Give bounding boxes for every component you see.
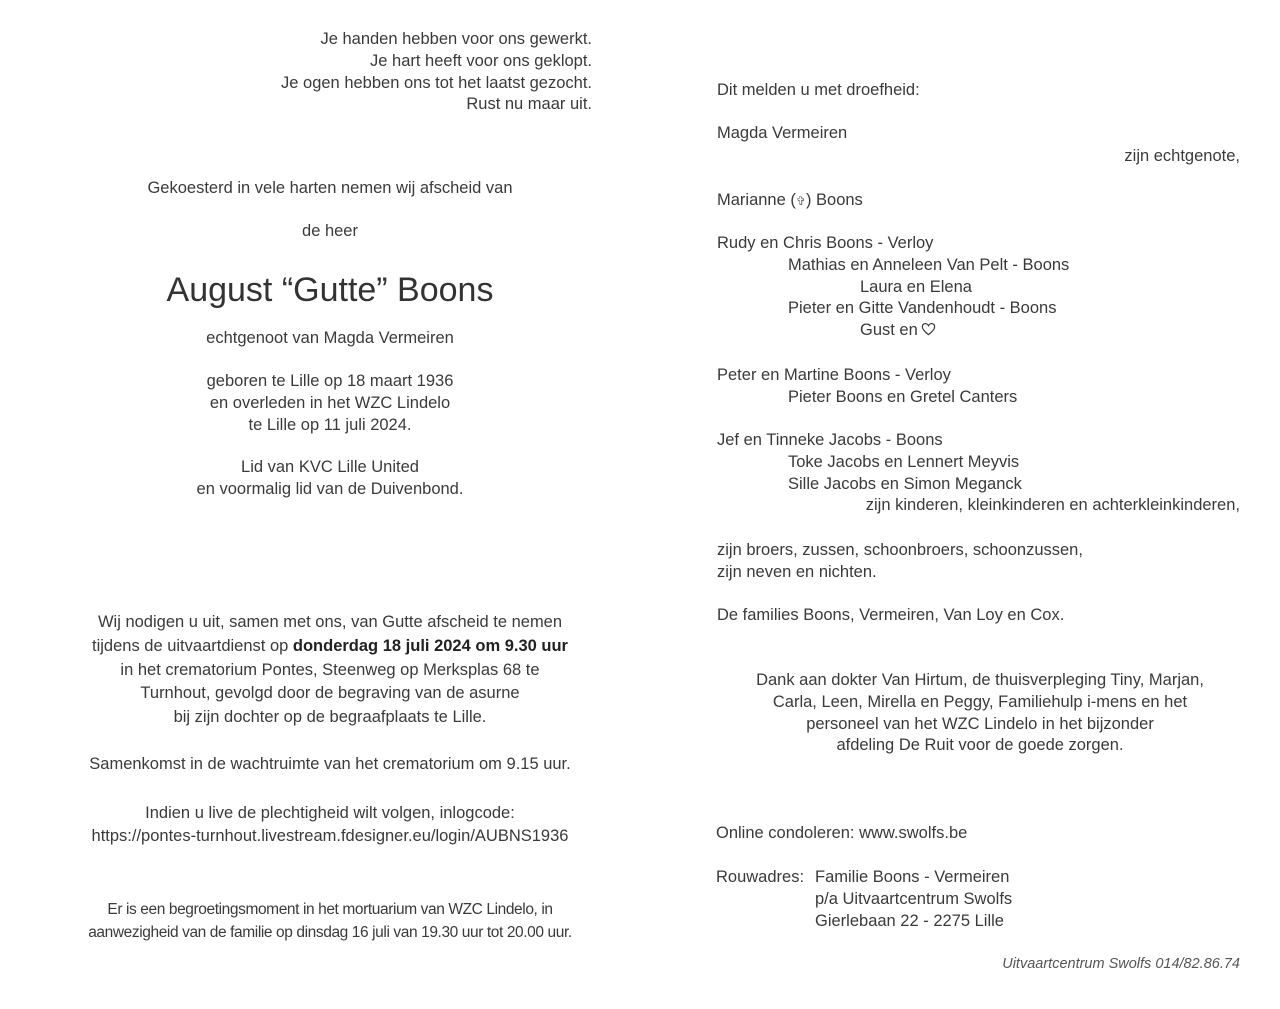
livestream-link[interactable]: https://pontes-turnhout.livestream.fdesigner.eu/login/AUBNS1936: [91, 827, 569, 845]
poem-line: Je ogen hebben ons tot het laatst gezocht.: [281, 73, 592, 92]
invite-line: [0, 635, 660, 659]
dates-block: [0, 371, 660, 436]
invitation-block: [0, 611, 660, 730]
membership-line: en voormalig lid van de Duivenbond.: [196, 479, 464, 498]
poem-line: Rust nu maar uit.: [466, 95, 592, 114]
service-date: donderdag 18 juli 2024 om 9.30 uur: [292, 636, 568, 655]
announce-text: Dit melden u met droefheid:: [717, 81, 920, 99]
relatives-block: [717, 540, 1083, 584]
gathering-text: Samenkomst in de wachtruimte van het crematorium om 9.15 uur.: [89, 755, 571, 773]
family-member: Sille Jacobs en Simon Meganck: [788, 474, 1022, 493]
date-line: te Lille op 11 juli 2024.: [248, 415, 412, 434]
address-line: p/a Uitvaartcentrum Swolfs: [815, 889, 1013, 908]
family-member: Pieter Boons en Gretel Canters: [788, 387, 1018, 406]
address-block: [815, 867, 1012, 932]
family-head: Jef en Tinneke Jacobs - Boons: [717, 431, 943, 449]
family-member: Laura en Elena: [860, 277, 972, 296]
heart-icon: [921, 322, 936, 336]
families-line: De families Boons, Vermeiren, Van Loy en Cox.: [717, 606, 1065, 624]
address-label: Rouwadres:: [716, 868, 805, 886]
address-line: Familie Boons - Vermeiren: [815, 868, 1010, 886]
gust-text: Gust en: [860, 321, 918, 340]
thanks-block: [700, 670, 1260, 757]
poem: [281, 29, 592, 116]
marianne-line: [717, 190, 863, 213]
intro-text: Gekoesterd in vele harten nemen wij afscheid van: [147, 179, 513, 197]
address-line: Gierlebaan 22 - 2275 Lille: [815, 911, 1004, 930]
invite-line: Wij nodigen u uit, samen met ons, van Gutte afscheid te nemen: [97, 613, 563, 631]
family-rudy: [717, 233, 1069, 342]
family-member: Toke Jacobs en Lennert Meyvis: [788, 452, 1020, 471]
thanks-line: Dank aan dokter Van Hirtum, de thuisverpleging Tiny, Marjan,: [756, 671, 1204, 689]
spouse-role: zijn echtgenote,: [1124, 147, 1240, 165]
thanks-line: personeel van het WZC Lindelo in het bijzonder: [806, 714, 1154, 733]
memberships-block: [0, 457, 660, 501]
relatives-line: zijn broers, zussen, schoonbroers, schoonzussen,: [717, 541, 1083, 559]
invite-line: Turnhout, gevolgd door de begraving van de asurne: [140, 684, 520, 703]
greeting-line: Er is een begroetingsmoment in het mortuarium van WZC Lindelo, in: [107, 901, 553, 918]
spouse-line: echtgenoot van Magda Vermeiren: [206, 329, 454, 347]
thanks-line: Carla, Leen, Mirella en Peggy, Familiehulp i-mens en het: [772, 692, 1188, 711]
membership-line: Lid van KVC Lille United: [241, 458, 419, 476]
thanks-line: afdeling De Ruit voor de goede zorgen.: [836, 736, 1124, 755]
greeting-line: aanwezigheid van de familie op dinsdag 16 juli van 19.30 uur tot 20.00 uur.: [88, 924, 572, 941]
marianne-suffix: ) Boons: [805, 191, 863, 209]
deceased-name: August “Gutte” Boons: [166, 271, 494, 309]
family-peter: [717, 365, 1017, 409]
livestream-block: [0, 802, 660, 848]
condolence-link[interactable]: Online condoleren: www.swolfs.be: [716, 824, 968, 842]
date-line: geboren te Lille op 18 maart 1936: [206, 372, 454, 390]
invite-line: bij zijn dochter op de begraafplaats te Lille.: [173, 708, 487, 727]
children-role: zijn kinderen, kleinkinderen en achterkleinkinderen,: [865, 496, 1240, 514]
poem-line: Je hart heeft voor ons geklopt.: [370, 51, 592, 70]
relatives-line: zijn neven en nichten.: [717, 562, 877, 581]
family-jef: [717, 430, 1022, 495]
family-head: Rudy en Chris Boons - Verloy: [717, 234, 934, 252]
poem-line: Je handen hebben voor ons gewerkt.: [320, 30, 592, 48]
marianne-prefix: Marianne (: [717, 191, 796, 209]
title-text: de heer: [302, 222, 358, 240]
spouse-name: Magda Vermeiren: [717, 124, 848, 142]
greeting-block: [0, 898, 660, 944]
livestream-line: Indien u live de plechtigheid wilt volgen, inlogcode:: [145, 804, 515, 822]
footer-text: Uitvaartcentrum Swolfs 014/82.86.74: [1002, 956, 1240, 972]
invite-line: in het crematorium Pontes, Steenweg op Merksplas 68 te: [120, 660, 540, 679]
invite-prefix: tijdens de uitvaartdienst op: [92, 636, 293, 655]
family-head: Peter en Martine Boons - Verloy: [717, 366, 951, 384]
family-member: [717, 320, 1069, 342]
date-line: en overleden in het WZC Lindelo: [209, 393, 451, 412]
family-member: Pieter en Gitte Vandenhoudt - Boons: [788, 299, 1057, 318]
cross-icon: ✞: [795, 194, 806, 208]
family-member: Mathias en Anneleen Van Pelt - Boons: [788, 255, 1070, 274]
